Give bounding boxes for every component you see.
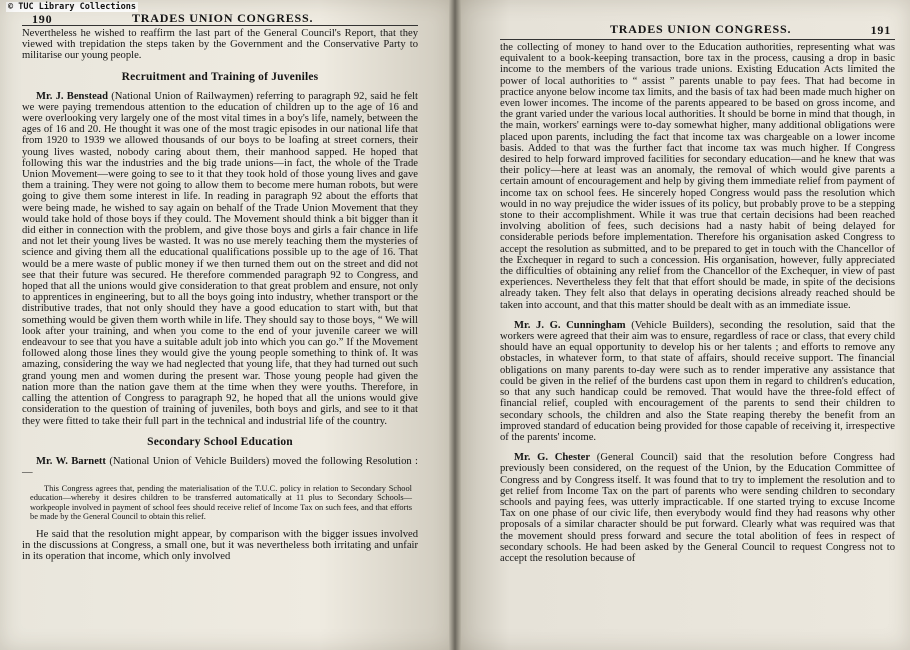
right-page-number: 191 (870, 23, 891, 37)
resolution-text: This Congress agrees that, pending the materialisation of the T.U.C. policy in relation to Secondary School education—whereby it desires children to be transferred automatically at 11 plus to Secondary Schools—workpeople involved in payment of school fees should receive relief of Income Tax on such fees, and that efforts be made by the General Council to obtain this relief. (30, 484, 412, 521)
left-header-rule (22, 25, 418, 26)
right-page-content (500, 22, 895, 564)
speaker-chester: Mr. G. Chester (514, 452, 591, 464)
right-header-rule (500, 39, 895, 40)
book-gutter (449, 0, 461, 650)
barnett-motion (22, 456, 418, 478)
left-running-title: TRADES UNION CONGRESS. (132, 11, 314, 25)
opening-paragraph: Nevertheless he wished to reaffirm the last part of the General Council's Report, that they viewed with trepidation the steps taken by the Government and the Conservative Party to militarise our young people. (22, 28, 418, 62)
speaker-barnett: Mr. W. Barnett (36, 455, 106, 467)
cunningham-speech (500, 320, 895, 443)
paragraph-gap (500, 443, 895, 452)
paragraph-gap (500, 311, 895, 320)
right-running-title: TRADES UNION CONGRESS. (610, 22, 792, 36)
section-heading-juveniles: Recruitment and Training of Juveniles (121, 70, 319, 83)
speaker-cunningham: Mr. J. G. Cunningham (514, 319, 626, 331)
barnett-motion-text: (National Union of Vehicle Builders) moved the following Resolution :— (22, 455, 418, 478)
section-heading-secondary-school: Secondary School Education (147, 435, 293, 448)
chester-speech-text: (General Council) said that the resolution before Congress had previously been considered, on the request of the Union, by the Education Committee of Congress and by Congress itself. It was found that to try to implement the resolution and to get relief from Income Tax on the part of parents who were sending children to secondary schools and paying fees, was utterly impracticable. If one started trying to excuse Income Tax on one phase of our civic life, then everybody would find they had reasons why other proposals of a similar character should be put forward. Clearly what was required was that the movement should press forward and secure the total abolition of fees in respect of secondary schools. He had been asked by the General Council to request Congress not to accept the resolution because of (500, 452, 895, 564)
continuation-paragraph: the collecting of money to hand over to the Education authorities, representing what was equivalent to a book-keeping transaction, bore tax in the process, causing a drop in basic income to the members of the various trade unions. Existing Education Acts limited the power of local authorities to “ assist ” parents unable to pay fees. That had become in practice anyone below income tax limits, and the basis of tax had been made much higher on even lower incomes. The income of the parents appeared to be based on gross income, and the grant varied under the various local authorities. It should be borne in mind that though, in the main, workers' earnings were to-day somewhat higher, many additional obligations were placed upon parents, including the fact that income tax was chargeable on a lower income basis. Added to that was the further fact that income tax was much higher. If Congress desired to help forward improved facilities for secondary education—and he knew that was their policy—here at least was an anomaly, the removal of which would give parents a certain amount of encouragement and help by giving them immediate relief from payment of income tax on school fees. He sincerely hoped Congress would pass the resolution which would in no way prejudice the wider issues of its policy, but probably prove to be a stepping stone to their accomplishment. While it was true that certain decisions had been reached involving abolition of fees, such decisions had a nasty habit of being delayed for considerable periods before implementation. Therefore his organisation asked Congress to accept the resolution as submitted, and to be prepared to get in touch with the Chancellor of the Exchequer in regard to such a concession. His organisation, however, fully appreciated the difficulties of obtaining any relief from the Chancellor of the Exchequer, in view of past experiences. Nevertheless they felt that that effort should be made, in spite of the decisions already taken. They felt also that delays in operating decisions already reached should be taken into account, and that this matter should be dealt with as an immediate issue. (500, 42, 895, 311)
benstead-speech-text: (National Union of Railwaymen) referring to paragraph 92, said he felt we were paying tremendous attention to the education of children up to the age of 16 and were overlooking very largely one of the most vital times in a boy's life, namely, between the ages of 16 and 20. He thought it was one of the most tragic episodes in our national life that from 1920 to 1939 we allowed thousands of our boys to be loafing at street corners, their young lives wasted, nobody caring about them, their manhood sapped. He hoped that following this war the industries and the big trade unions—in fact, the whole of the Trade Union Movement—were going to see to it that they took hold of those young lives and gave them a training. They were not going to allow them to become mere human robots, but were going to give them some interest in life. In reading in paragraph 92 about the efforts that were being made, he wished to say again on behalf of the Trade Union Movement that they would take hold of those boys if they could. The Movement should think a bit bigger than it did either in connection with the problem, and give those boys and girls a fair chance in life and not let their young lives be wasted. It was no use merely teaching them the mysteries of science and giving them all the educational qualifications possible up to the age of 16. That would be a mere waste of public money if we then turned them out on the street and did not see that their future was secured. He therefore commended paragraph 92 to Congress, and hoped that all the unions would give consideration to that great problem and ensure, not only to apprentices in engineering, but to all the boys going into industry, whether transport or the distributive trades, that not only should they have a good education to start with, but that something would be given them worth while in life. They should say to those boys, “ We will look after your training, and when you come to the end of your juvenile career we will endeavour to see that you have a suitable adult job into which you can go.” If the Movement followed along those lines they would give the young people something to think of. It was amazing, considering the way we had neglected that young life, that they had turned out such grand young men and women during the present war. Those young people had given the nation more than the nation gave them at the time when they were youths. Therefore, in calling the attention of Congress to paragraph 92, he hoped that all the unions would give consideration to the question of training of juveniles, both boys and girls, and see to it that they were fitted to take their full part in the technical and industrial life of the country. (22, 90, 418, 427)
right-page (455, 0, 910, 650)
left-page-number: 190 (32, 12, 53, 26)
watermark-label: © TUC Library Collections (8, 2, 136, 12)
benstead-speech (22, 91, 418, 427)
chester-speech (500, 452, 895, 564)
left-page-content (22, 8, 418, 563)
closing-paragraph: He said that the resolution might appear, by comparison with the bigger issues involved in the discussions at Congress, a small one, but it was nevertheless both irritating and unfair in its operation that income, which only involved (22, 528, 418, 563)
cunningham-speech-text: (Vehicle Builders), seconding the resolution, said that the workers were agreed that their aim was to ensure, regardless of race or class, that every child should have an equal opportunity to develop his or her talents ; and efforts to remove any obstacles, in whatever form, to that state of affairs, should receive support. The financial obligations on many parents to-day were such as to render imperative any assistance that could be given in the relief of the burdens cast upon them in regard to children's education, so that any such handicap could be removed. That would have the three-fold effect of financial relief, coupled with encouragement of the parents to send their children to secondary schools, the children and also the State reaping thereby the benefit from an improved standard of education being provided for those capable of receiving it, irrespective of the parents' income. (500, 319, 895, 443)
speaker-benstead: Mr. J. Benstead (36, 90, 108, 102)
left-page-header (22, 8, 418, 28)
right-page-header (500, 22, 895, 42)
